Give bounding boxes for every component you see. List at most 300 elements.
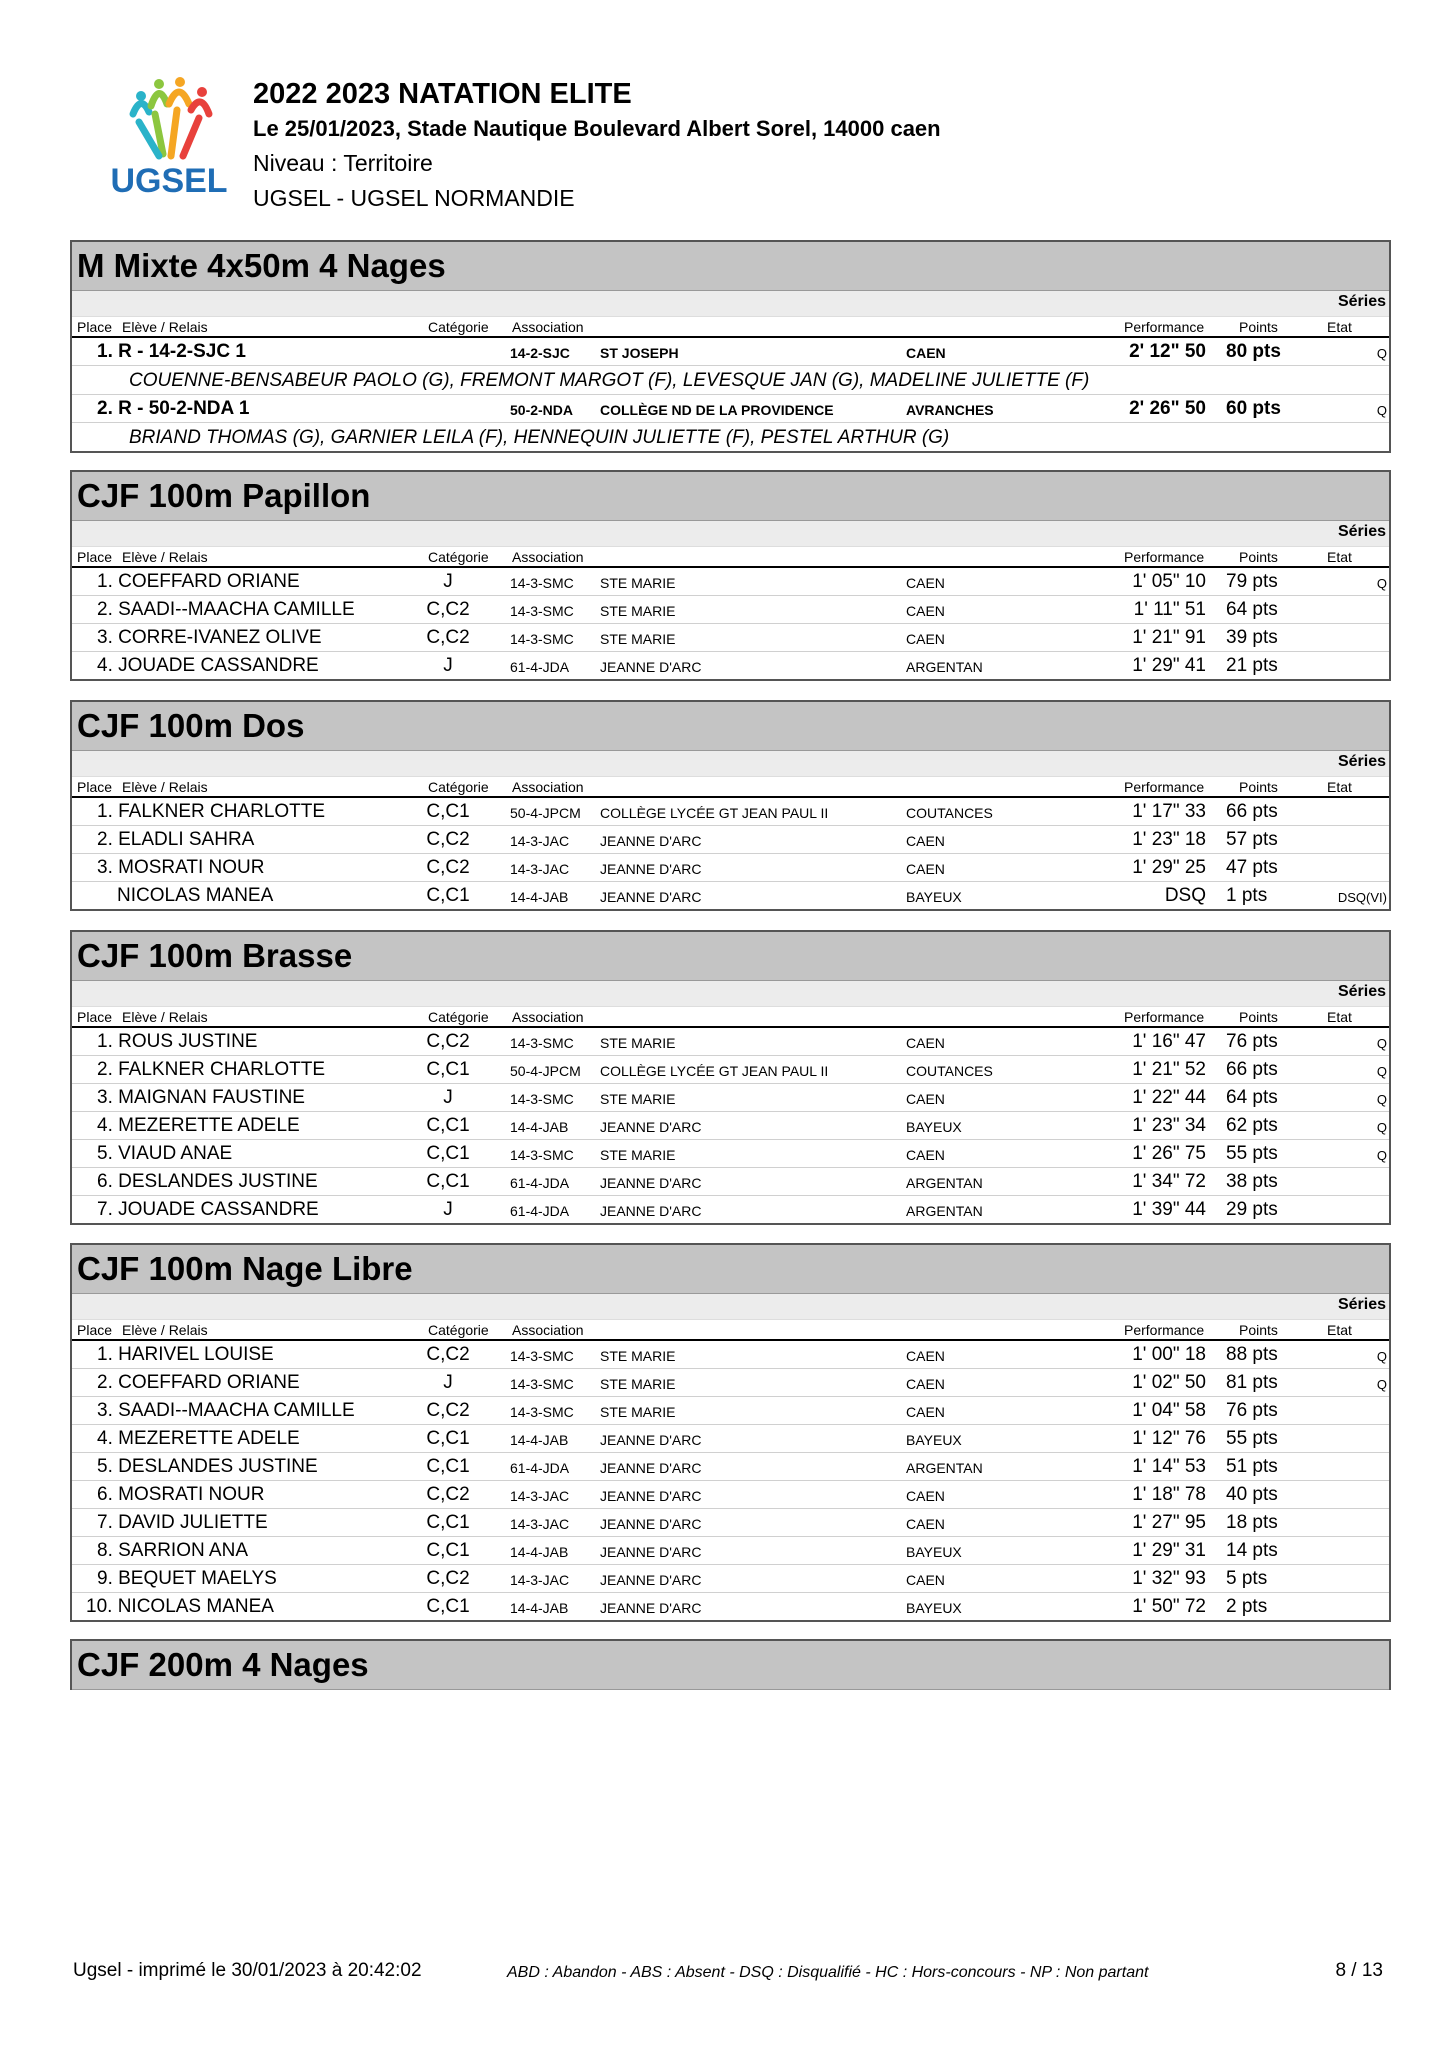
result-row (72, 798, 1389, 826)
association-name: JEANNE D'ARC (600, 1175, 702, 1191)
association-code: 61-4-JDA (510, 659, 570, 675)
association-code: 14-3-SMC (510, 603, 574, 619)
points: 76 pts (1226, 1400, 1278, 1421)
performance: 1' 27" 95 (1132, 1512, 1206, 1533)
state-badge: Q (1376, 1036, 1387, 1051)
col-header-performance: Performance (1124, 1322, 1205, 1338)
swimmer-name: 1. HARIVEL LOUISE (97, 1344, 274, 1365)
state-badge: Q (1376, 1148, 1387, 1163)
result-row (72, 568, 1389, 596)
col-header-place: Place (77, 1322, 113, 1338)
performance: 1' 11" 51 (1133, 599, 1206, 620)
col-header-state: Etat (1327, 1322, 1352, 1338)
points: 18 pts (1226, 1512, 1278, 1533)
col-header-name: Elève / Relais (122, 1322, 208, 1338)
col-header-category: Catégorie (428, 319, 489, 335)
swimmer-name: 6. DESLANDES JUSTINE (97, 1171, 318, 1192)
association-name: STE MARIE (600, 1035, 676, 1051)
col-header-association: Association (512, 319, 584, 335)
result-row (72, 826, 1389, 854)
category: C,C1 (426, 1143, 470, 1164)
swimmer-name: 7. JOUADE CASSANDRE (97, 1199, 319, 1220)
association-name: JEANNE D'ARC (600, 1432, 702, 1448)
points: 51 pts (1226, 1456, 1278, 1477)
relay-row (72, 338, 1389, 366)
city: COUTANCES (906, 805, 993, 821)
performance: 1' 14" 53 (1132, 1456, 1206, 1477)
swimmer-name: NICOLAS MANEA (117, 885, 274, 906)
category: C,C1 (426, 1596, 470, 1617)
result-row (72, 1369, 1389, 1397)
result-row (72, 854, 1389, 882)
points: 38 pts (1226, 1171, 1278, 1192)
city: COUTANCES (906, 1063, 993, 1079)
col-header-state: Etat (1327, 779, 1352, 795)
category: J (443, 1087, 453, 1108)
points: 55 pts (1226, 1143, 1278, 1164)
swimmer-name: 2. ELADLI SAHRA (97, 829, 255, 850)
association-name: JEANNE D'ARC (600, 1544, 702, 1560)
points: 66 pts (1226, 801, 1278, 822)
state-badge: DSQ(VI) (1337, 890, 1387, 905)
association-name: STE MARIE (600, 1376, 676, 1392)
performance: 1' 32" 93 (1132, 1568, 1206, 1589)
relay-members-row (72, 366, 1389, 395)
series-label: Séries (1337, 1296, 1386, 1313)
association-name: STE MARIE (600, 1404, 676, 1420)
relay-members-row (72, 423, 1389, 451)
performance: 1' 12" 76 (1132, 1428, 1206, 1449)
result-row (72, 1565, 1389, 1593)
performance: 1' 29" 25 (1132, 857, 1206, 878)
association-code: 14-3-JAC (510, 861, 570, 877)
performance: 1' 18" 78 (1132, 1484, 1206, 1505)
col-header-category: Catégorie (428, 779, 489, 795)
result-row (72, 1196, 1389, 1223)
event-title: CJF 100m Brasse (77, 937, 353, 974)
event-title: CJF 100m Nage Libre (77, 1250, 413, 1287)
performance: 1' 50" 72 (1132, 1596, 1206, 1617)
association-code: 14-3-JAC (510, 833, 570, 849)
association-code: 14-3-SMC (510, 575, 574, 591)
city: CAEN (906, 861, 945, 877)
association-name: JEANNE D'ARC (600, 1516, 702, 1532)
performance: 1' 26" 75 (1132, 1143, 1206, 1164)
association-code: 61-4-JDA (510, 1175, 570, 1191)
col-header-state: Etat (1327, 549, 1352, 565)
performance: 1' 04" 58 (1132, 1400, 1206, 1421)
city: ARGENTAN (906, 659, 983, 675)
swimmer-name: 3. MAIGNAN FAUSTINE (97, 1087, 305, 1108)
swimmer-name: 4. MEZERETTE ADELE (97, 1428, 300, 1449)
points: 60 pts (1226, 398, 1281, 419)
relay-members: COUENNE-BENSABEUR PAOLO (G), FREMONT MARGOT (F), LEVESQUE JAN (G), MADELINE JULIETTE (F) (129, 370, 1090, 391)
category: C,C2 (426, 857, 470, 878)
category: C,C2 (426, 1031, 470, 1052)
points: 40 pts (1226, 1484, 1278, 1505)
association-name: JEANNE D'ARC (600, 1460, 702, 1476)
category: J (443, 571, 453, 592)
points: 29 pts (1226, 1199, 1278, 1220)
points: 2 pts (1226, 1596, 1268, 1617)
swimmer-name: 10. NICOLAS MANEA (86, 1596, 274, 1617)
association-name: JEANNE D'ARC (600, 1488, 702, 1504)
performance: 1' 02" 50 (1132, 1372, 1206, 1393)
performance: 1' 29" 31 (1132, 1540, 1206, 1561)
performance: 1' 23" 34 (1132, 1115, 1206, 1136)
event-title: CJF 100m Dos (77, 707, 305, 744)
event-title: CJF 100m Papillon (77, 477, 371, 514)
performance: 1' 00" 18 (1132, 1344, 1206, 1365)
event-title: M Mixte 4x50m 4 Nages (77, 247, 446, 284)
city: CAEN (906, 345, 946, 361)
competition-date-venue: Le 25/01/2023, Stade Nautique Boulevard Albert Sorel, 14000 caen (253, 116, 941, 141)
points: 47 pts (1226, 857, 1278, 878)
series-band (72, 291, 1389, 317)
performance: 1' 22" 44 (1132, 1087, 1206, 1108)
swimmer-name: 5. VIAUD ANAE (97, 1143, 233, 1164)
category: C,C1 (426, 1171, 470, 1192)
col-header-state: Etat (1327, 1009, 1352, 1025)
category: C,C2 (426, 1484, 470, 1505)
event-section (70, 930, 1391, 1225)
logo-text: UGSEL (110, 162, 228, 200)
points: 66 pts (1226, 1059, 1278, 1080)
result-row (72, 1537, 1389, 1565)
association-code: 50-2-NDA (510, 402, 574, 418)
points: 79 pts (1226, 571, 1278, 592)
association-name: STE MARIE (600, 631, 676, 647)
swimmer-name: 1. ROUS JUSTINE (97, 1031, 258, 1052)
state-badge: Q (1376, 1349, 1387, 1364)
swimmer-name: 6. MOSRATI NOUR (97, 1484, 265, 1505)
association-name: STE MARIE (600, 1348, 676, 1364)
result-row (72, 1509, 1389, 1537)
city: AVRANCHES (906, 402, 994, 418)
col-header-place: Place (77, 1009, 113, 1025)
result-row (72, 1481, 1389, 1509)
event-header (72, 472, 1389, 521)
col-header-association: Association (512, 1322, 584, 1338)
state-badge: Q (1376, 1064, 1387, 1079)
competition-level: Niveau : Territoire (253, 150, 433, 176)
association-code: 14-3-SMC (510, 1147, 574, 1163)
city: BAYEUX (906, 1600, 962, 1616)
col-header-performance: Performance (1124, 1009, 1205, 1025)
event-section (70, 700, 1391, 911)
association-name: JEANNE D'ARC (600, 659, 702, 675)
points: 14 pts (1226, 1540, 1278, 1561)
points: 39 pts (1226, 627, 1278, 648)
result-row (72, 652, 1389, 679)
state-badge: Q (1376, 1092, 1387, 1107)
column-headers (72, 547, 1389, 568)
event-section (70, 1243, 1391, 1622)
series-band (72, 521, 1389, 547)
city: CAEN (906, 1376, 945, 1392)
association-name: JEANNE D'ARC (600, 1572, 702, 1588)
performance: 1' 21" 52 (1132, 1059, 1206, 1080)
category: C,C1 (426, 1540, 470, 1561)
points: 81 pts (1226, 1372, 1278, 1393)
col-header-points: Points (1239, 319, 1278, 335)
association-name: STE MARIE (600, 1147, 676, 1163)
competition-title: 2022 2023 NATATION ELITE (253, 78, 632, 110)
col-header-association: Association (512, 549, 584, 565)
category: C,C1 (426, 801, 470, 822)
result-row (72, 1425, 1389, 1453)
column-headers (72, 317, 1389, 338)
points: 64 pts (1226, 599, 1278, 620)
category: C,C2 (426, 829, 470, 850)
result-row (72, 596, 1389, 624)
points: 55 pts (1226, 1428, 1278, 1449)
col-header-association: Association (512, 1009, 584, 1025)
col-header-name: Elève / Relais (122, 779, 208, 795)
result-row (72, 1056, 1389, 1084)
city: CAEN (906, 1091, 945, 1107)
swimmer-name: 2. SAADI--MAACHA CAMILLE (97, 599, 355, 620)
city: CAEN (906, 631, 945, 647)
city: CAEN (906, 1147, 945, 1163)
association-name: JEANNE D'ARC (600, 889, 702, 905)
city: CAEN (906, 1572, 945, 1588)
result-row (72, 1453, 1389, 1481)
association-code: 61-4-JDA (510, 1203, 570, 1219)
performance: 1' 39" 44 (1132, 1199, 1206, 1220)
association-code: 14-3-SMC (510, 1035, 574, 1051)
swimmer-name: 2. FALKNER CHARLOTTE (97, 1059, 326, 1080)
col-header-points: Points (1239, 779, 1278, 795)
city: ARGENTAN (906, 1203, 983, 1219)
performance: 1' 29" 41 (1132, 655, 1206, 676)
event-header (72, 242, 1389, 291)
state-badge: Q (1376, 1120, 1387, 1135)
swimmer-name: 3. CORRE-IVANEZ OLIVE (97, 627, 322, 648)
points: 1 pts (1226, 885, 1268, 906)
col-header-performance: Performance (1124, 319, 1205, 335)
series-label: Séries (1337, 983, 1386, 1000)
col-header-performance: Performance (1124, 549, 1205, 565)
association-code: 14-3-SMC (510, 1348, 574, 1364)
swimmer-name: 1. R - 14-2-SJC 1 (97, 341, 246, 362)
city: BAYEUX (906, 1119, 962, 1135)
result-row (72, 1140, 1389, 1168)
swimmer-name: 4. JOUADE CASSANDRE (97, 655, 319, 676)
abbreviation-legend: ABD : Abandon - ABS : Absent - DSQ : Disqualifié - HC : Hors-concours - NP : Non partant (507, 1964, 1149, 1981)
category: J (443, 1199, 453, 1220)
association-code: 14-2-SJC (510, 345, 570, 361)
points: 5 pts (1226, 1568, 1268, 1589)
association-code: 14-3-SMC (510, 631, 574, 647)
result-row (72, 624, 1389, 652)
association-code: 50-4-JPCM (510, 1063, 581, 1079)
relay-row (72, 395, 1389, 423)
relay-members: BRIAND THOMAS (G), GARNIER LEILA (F), HENNEQUIN JULIETTE (F), PESTEL ARTHUR (G) (129, 427, 950, 448)
col-header-name: Elève / Relais (122, 1009, 208, 1025)
col-header-place: Place (77, 319, 113, 335)
association-code: 14-3-SMC (510, 1091, 574, 1107)
performance: 1' 16" 47 (1132, 1031, 1206, 1052)
swimmer-name: 9. BEQUET MAELYS (97, 1568, 277, 1589)
city: CAEN (906, 603, 945, 619)
event-header (72, 932, 1389, 981)
association-name: STE MARIE (600, 1091, 676, 1107)
performance: 2' 12" 50 (1129, 341, 1206, 362)
association-code: 61-4-JDA (510, 1460, 570, 1476)
association-name: STE MARIE (600, 603, 676, 619)
city: BAYEUX (906, 1432, 962, 1448)
event-header (72, 702, 1389, 751)
city: CAEN (906, 833, 945, 849)
state-badge: Q (1376, 346, 1387, 361)
series-label: Séries (1337, 753, 1386, 770)
column-headers (72, 1007, 1389, 1028)
swimmer-name: 1. FALKNER CHARLOTTE (97, 801, 326, 822)
col-header-association: Association (512, 779, 584, 795)
result-row (72, 1028, 1389, 1056)
result-row (72, 882, 1389, 909)
result-row (72, 1341, 1389, 1369)
document-header (253, 76, 941, 216)
ugsel-logo (103, 74, 235, 208)
col-header-points: Points (1239, 549, 1278, 565)
association-code: 14-4-JAB (510, 1432, 569, 1448)
performance: 1' 34" 72 (1132, 1171, 1206, 1192)
col-header-points: Points (1239, 1009, 1278, 1025)
points: 76 pts (1226, 1031, 1278, 1052)
page-number: 8 / 13 (1335, 1960, 1383, 1981)
performance: DSQ (1164, 885, 1206, 906)
city: CAEN (906, 1516, 945, 1532)
points: 80 pts (1226, 341, 1281, 362)
category: C,C2 (426, 1344, 470, 1365)
city: CAEN (906, 1488, 945, 1504)
event-section (70, 470, 1391, 681)
category: C,C1 (426, 1512, 470, 1533)
performance: 1' 21" 91 (1132, 627, 1206, 648)
category: C,C1 (426, 1059, 470, 1080)
competition-organizer: UGSEL - UGSEL NORMANDIE (253, 185, 575, 211)
col-header-state: Etat (1327, 319, 1352, 335)
result-row (72, 1593, 1389, 1620)
association-code: 14-4-JAB (510, 1544, 569, 1560)
association-name: JEANNE D'ARC (600, 1119, 702, 1135)
association-code: 14-4-JAB (510, 1119, 569, 1135)
association-name: COLLÈGE LYCÉE GT JEAN PAUL II (600, 1063, 829, 1079)
col-header-place: Place (77, 549, 113, 565)
city: CAEN (906, 1348, 945, 1364)
swimmer-name: 3. MOSRATI NOUR (97, 857, 265, 878)
category: C,C2 (426, 627, 470, 648)
association-code: 50-4-JPCM (510, 805, 581, 821)
col-header-name: Elève / Relais (122, 549, 208, 565)
category: C,C1 (426, 1456, 470, 1477)
series-band (72, 981, 1389, 1007)
print-timestamp: Ugsel - imprimé le 30/01/2023 à 20:42:02 (73, 1960, 422, 1981)
performance: 2' 26" 50 (1129, 398, 1206, 419)
column-headers (72, 1320, 1389, 1341)
category: C,C2 (426, 1400, 470, 1421)
state-badge: Q (1376, 576, 1387, 591)
city: ARGENTAN (906, 1175, 983, 1191)
points: 21 pts (1226, 655, 1278, 676)
event-section (70, 1639, 1391, 1690)
association-code: 14-3-JAC (510, 1516, 570, 1532)
city: CAEN (906, 575, 945, 591)
city: BAYEUX (906, 889, 962, 905)
column-headers (72, 777, 1389, 798)
event-header (72, 1641, 1389, 1690)
points: 64 pts (1226, 1087, 1278, 1108)
series-label: Séries (1337, 523, 1386, 540)
page-footer (73, 1960, 1383, 1990)
association-code: 14-3-JAC (510, 1488, 570, 1504)
city: CAEN (906, 1404, 945, 1420)
col-header-category: Catégorie (428, 1009, 489, 1025)
result-row (72, 1084, 1389, 1112)
col-header-name: Elève / Relais (122, 319, 208, 335)
points: 62 pts (1226, 1115, 1278, 1136)
event-title: CJF 200m 4 Nages (77, 1646, 369, 1683)
category: J (443, 1372, 453, 1393)
state-badge: Q (1376, 403, 1387, 418)
col-header-performance: Performance (1124, 779, 1205, 795)
association-code: 14-4-JAB (510, 1600, 569, 1616)
category: C,C1 (426, 1428, 470, 1449)
category: C,C1 (426, 1115, 470, 1136)
performance: 1' 17" 33 (1132, 801, 1206, 822)
association-name: JEANNE D'ARC (600, 861, 702, 877)
series-label: Séries (1337, 293, 1386, 310)
state-badge: Q (1376, 1377, 1387, 1392)
swimmer-name: 2. R - 50-2-NDA 1 (97, 398, 250, 419)
series-band (72, 1294, 1389, 1320)
category: C,C1 (426, 885, 470, 906)
association-code: 14-3-SMC (510, 1376, 574, 1392)
category: J (443, 655, 453, 676)
swimmer-name: 1. COEFFARD ORIANE (97, 571, 300, 592)
performance: 1' 23" 18 (1132, 829, 1206, 850)
association-name: STE MARIE (600, 575, 676, 591)
association-code: 14-4-JAB (510, 889, 569, 905)
series-band (72, 751, 1389, 777)
result-row (72, 1397, 1389, 1425)
points: 88 pts (1226, 1344, 1278, 1365)
category: C,C2 (426, 1568, 470, 1589)
col-header-place: Place (77, 779, 113, 795)
col-header-points: Points (1239, 1322, 1278, 1338)
association-name: COLLÈGE LYCÉE GT JEAN PAUL II (600, 805, 829, 821)
result-row (72, 1112, 1389, 1140)
association-name: ST JOSEPH (600, 345, 679, 361)
points: 57 pts (1226, 829, 1278, 850)
swimmer-name: 3. SAADI--MAACHA CAMILLE (97, 1400, 355, 1421)
association-name: COLLÈGE ND DE LA PROVIDENCE (600, 402, 834, 418)
performance: 1' 05" 10 (1132, 571, 1206, 592)
association-name: JEANNE D'ARC (600, 1203, 702, 1219)
association-code: 14-3-JAC (510, 1572, 570, 1588)
city: CAEN (906, 1035, 945, 1051)
swimmer-name: 4. MEZERETTE ADELE (97, 1115, 300, 1136)
swimmer-name: 8. SARRION ANA (97, 1540, 248, 1561)
association-code: 14-3-SMC (510, 1404, 574, 1420)
category: C,C2 (426, 599, 470, 620)
swimmer-name: 7. DAVID JULIETTE (97, 1512, 268, 1533)
swimmer-name: 5. DESLANDES JUSTINE (97, 1456, 318, 1477)
col-header-category: Catégorie (428, 1322, 489, 1338)
association-name: JEANNE D'ARC (600, 833, 702, 849)
